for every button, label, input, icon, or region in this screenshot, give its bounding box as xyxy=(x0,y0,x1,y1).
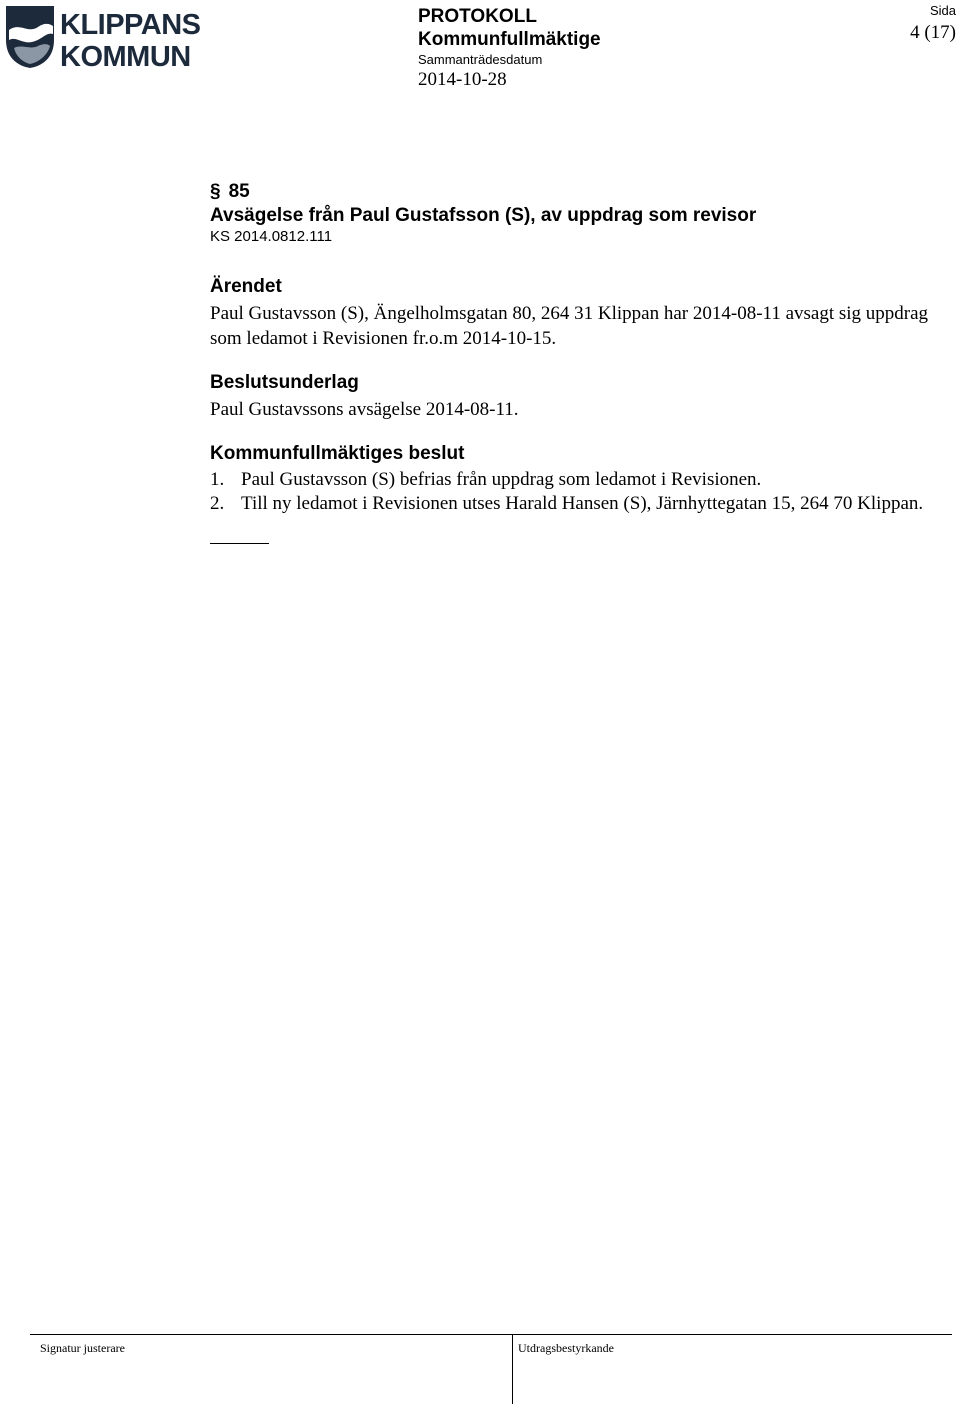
klippan-logo xyxy=(4,4,219,70)
decision-item xyxy=(210,492,930,516)
arendet-text: Paul Gustavsson (S), Ängelholmsgatan 80, 264 31 Klippan har 2014-08-11 avsagt sig uppdrag som ledamot i Revisionen fr.o.m 2014-10-15. xyxy=(210,303,929,349)
decision-item-number: 1. xyxy=(210,469,225,490)
beslut-heading: Kommunfullmäktiges beslut xyxy=(210,443,465,464)
paragraph-number xyxy=(210,180,930,204)
protocol-title: PROTOKOLL xyxy=(418,6,537,27)
item-title: Avsägelse från Paul Gustafsson (S), av uppdrag som revisor xyxy=(210,205,757,226)
decision-item xyxy=(210,468,930,492)
case-number: KS 2014.0812.111 xyxy=(210,228,333,245)
signature-field-label: Signatur justerare xyxy=(40,1341,125,1355)
organ-name: Kommunfullmäktige xyxy=(418,29,601,50)
protocol-item xyxy=(210,172,930,544)
meeting-date-label: Sammanträdesdatum xyxy=(418,52,543,67)
svg-text:KOMMUN: KOMMUN xyxy=(60,41,191,70)
svg-text:KLIPPANS: KLIPPANS xyxy=(60,9,201,41)
decision-list xyxy=(210,468,930,516)
decision-item-number: 2. xyxy=(210,493,225,514)
page-label: Sida xyxy=(929,3,956,18)
section-sign-icon: § xyxy=(210,181,221,202)
klippan-coat-of-arms-logo-icon xyxy=(4,4,219,70)
end-of-item-rule xyxy=(210,543,269,544)
meeting-date: 2014-10-28 xyxy=(418,69,507,90)
decision-item-text: Paul Gustavsson (S) befrias från uppdrag som ledamot i Revisionen. xyxy=(241,469,762,490)
arendet-heading: Ärendet xyxy=(210,276,282,297)
page-number: 4 (17) xyxy=(910,22,956,43)
footer-divider-line xyxy=(30,1334,952,1335)
footer-column-divider xyxy=(512,1334,513,1404)
decision-item-text: Till ny ledamot i Revisionen utses Harald Hansen (S), Järnhyttegatan 15, 264 70 Klippan. xyxy=(241,493,924,514)
beslutsunderlag-text: Paul Gustavssons avsägelse 2014-08-11. xyxy=(210,399,519,420)
paragraph-number-value: 85 xyxy=(228,181,250,202)
beslutsunderlag-heading: Beslutsunderlag xyxy=(210,372,359,393)
extract-certification-label: Utdragsbestyrkande xyxy=(518,1341,614,1355)
